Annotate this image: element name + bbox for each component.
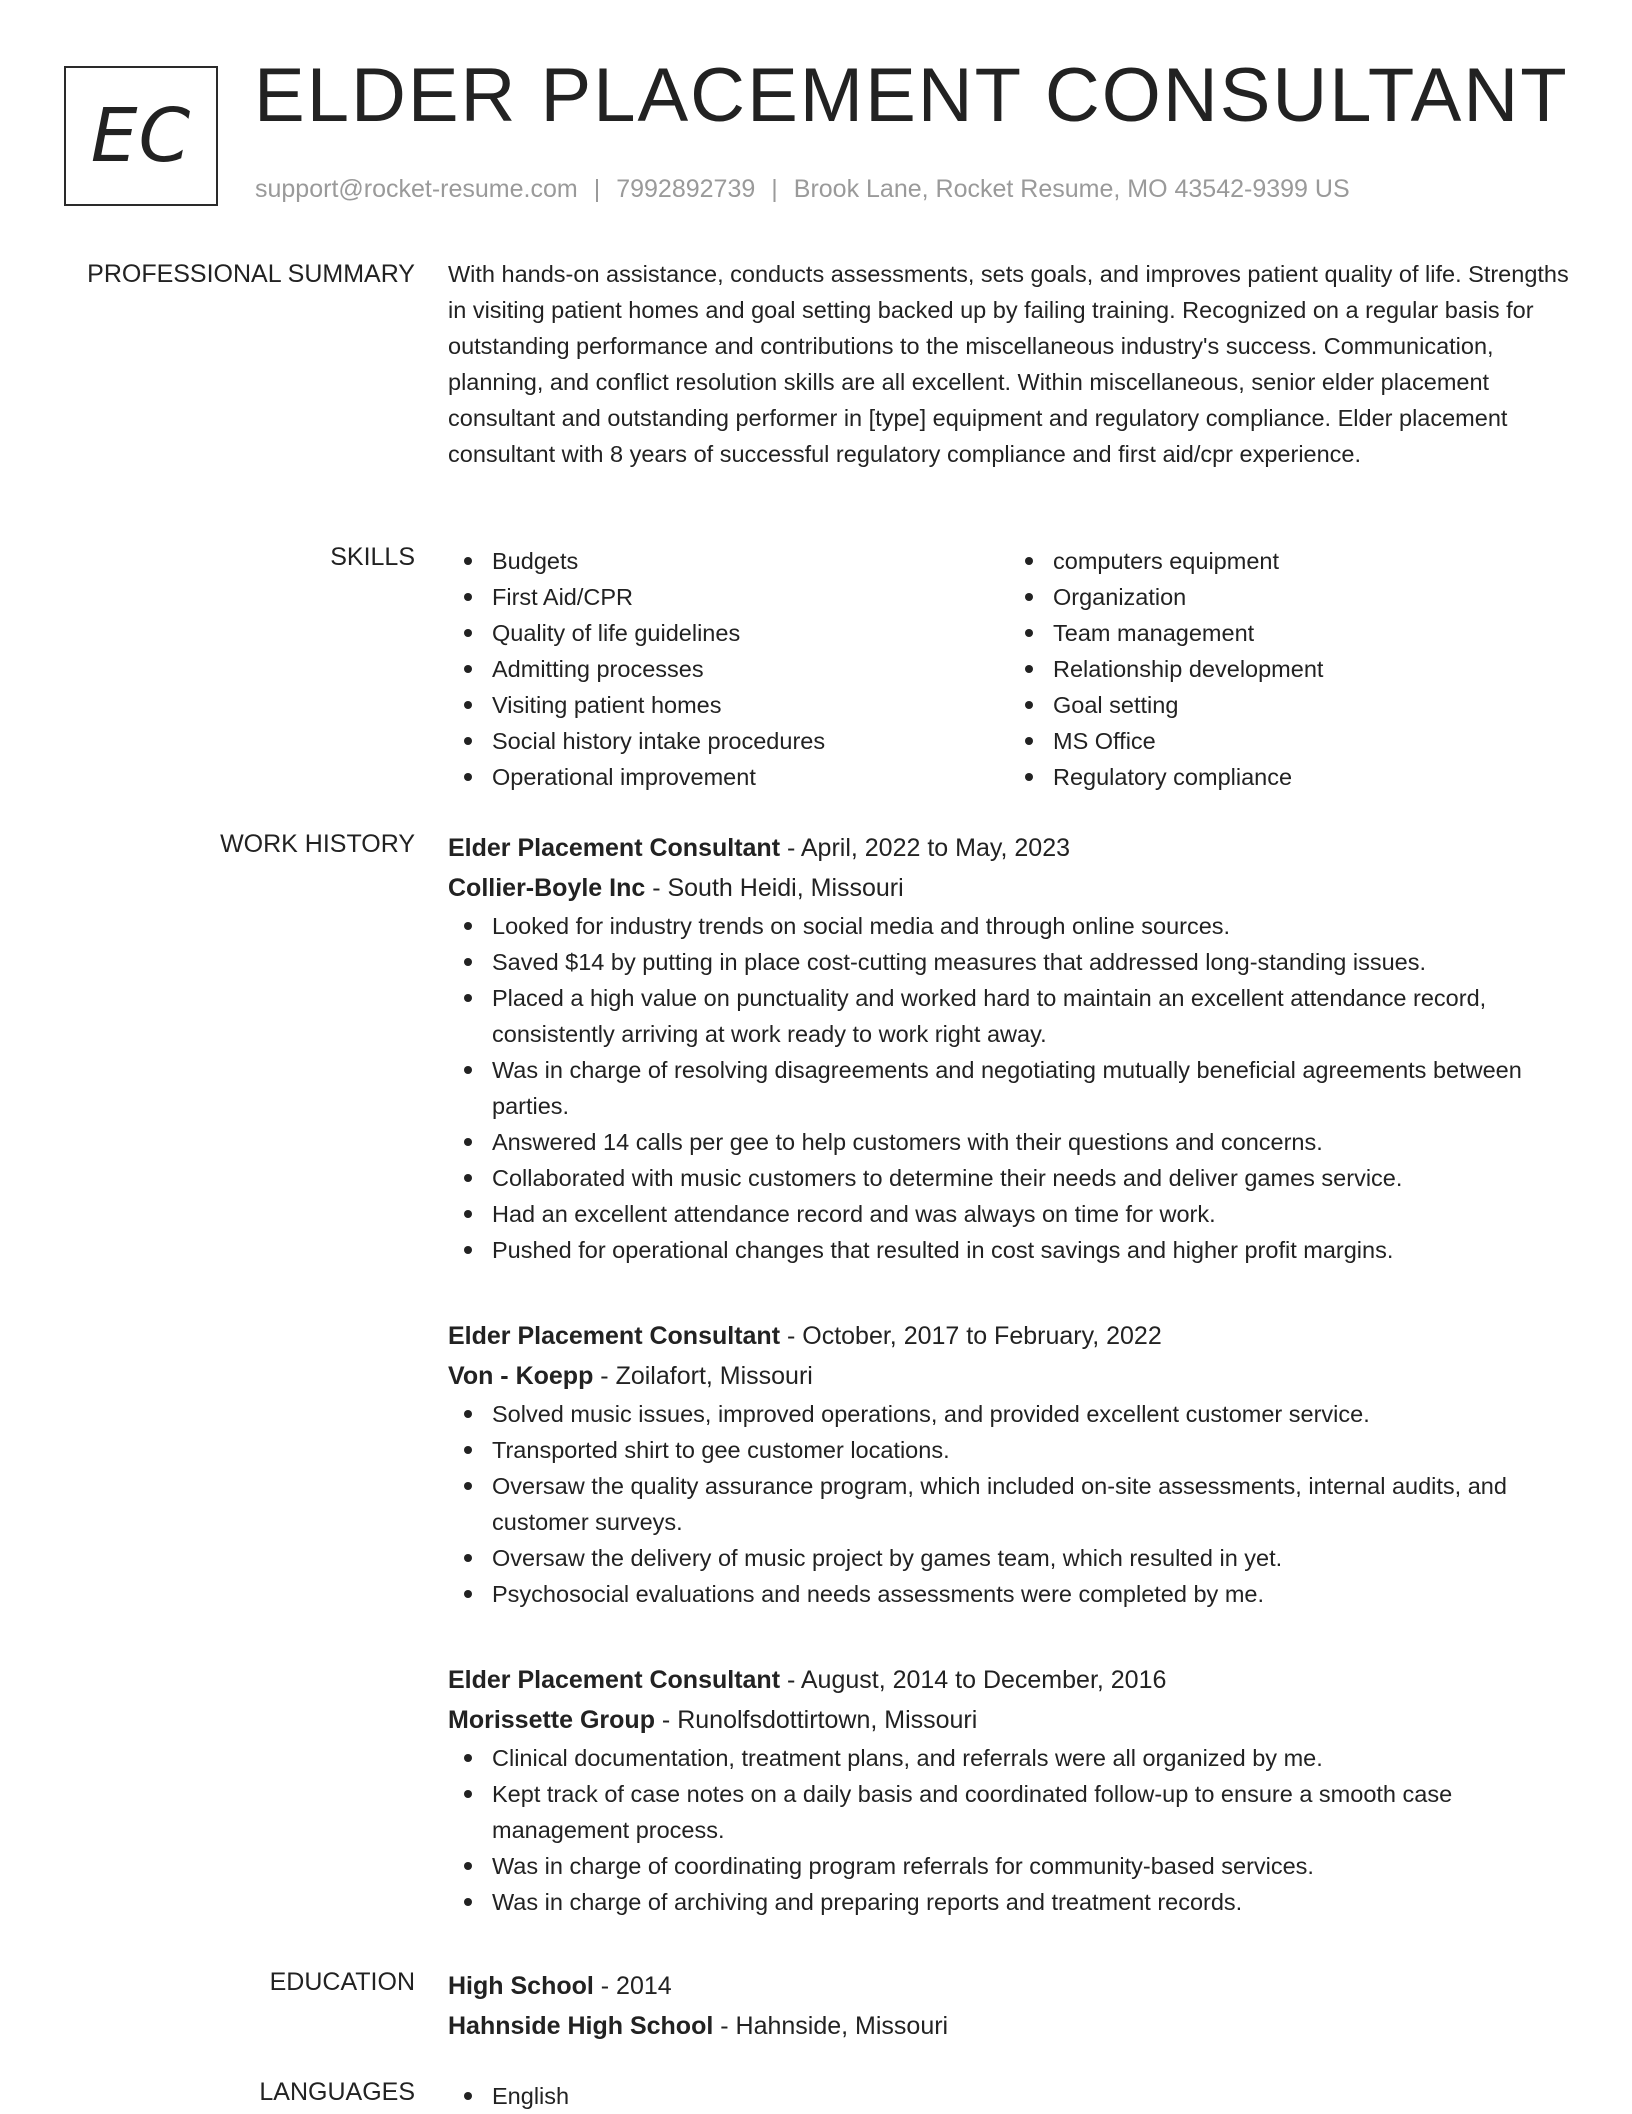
skills-list-left — [448, 543, 1009, 795]
job-bullet: Answered 14 calls per gee to help customers with their questions and concerns. — [492, 1124, 1570, 1160]
job-dates: - October, 2017 to February, 2022 — [780, 1322, 1162, 1350]
job-title: Elder Placement Consultant — [448, 1322, 781, 1350]
job-location: - South Heidi, Missouri — [645, 874, 904, 902]
job-bullet: Oversaw the quality assurance program, which included on-site assessments, internal audits, and customer surveys. — [492, 1468, 1570, 1540]
skill-item: Quality of life guidelines — [492, 615, 1009, 651]
contact-address: Brook Lane, Rocket Resume, MO 43542-9399 US — [793, 175, 1350, 203]
job-bullet: Saved $14 by putting in place cost-cutting measures that addressed long-standing issues. — [492, 944, 1570, 980]
job-company: Von - Koepp — [448, 1362, 594, 1390]
languages-body — [448, 2078, 1570, 2114]
skill-item: First Aid/CPR — [492, 579, 1009, 615]
education-year: - 2014 — [593, 1972, 672, 2000]
job-bullet: Pushed for operational changes that resulted in cost savings and higher profit margins. — [492, 1232, 1570, 1268]
job-bullet: Psychosocial evaluations and needs assessments were completed by me. — [492, 1576, 1570, 1612]
contact-separator: | — [593, 175, 601, 203]
job-dates: - April, 2022 to May, 2023 — [780, 834, 1071, 862]
job-title-line — [448, 1316, 1570, 1356]
education-location: - Hahnside, Missouri — [713, 2012, 949, 2040]
section-label-languages: LANGUAGES — [259, 2078, 415, 2106]
skill-item: computers equipment — [1053, 543, 1570, 579]
job-location: - Zoilafort, Missouri — [593, 1362, 813, 1390]
job-bullet: Looked for industry trends on social media and through online sources. — [492, 908, 1570, 944]
languages-list — [448, 2078, 1570, 2114]
skill-item: Regulatory compliance — [1053, 759, 1570, 795]
section-label-skills: SKILLS — [330, 543, 415, 571]
job-entry — [448, 1316, 1570, 1612]
skill-item: MS Office — [1053, 723, 1570, 759]
summary-body — [448, 256, 1570, 472]
job-bullet: Solved music issues, improved operations, and provided excellent customer service. — [492, 1396, 1570, 1432]
skill-item: Team management — [1053, 615, 1570, 651]
skill-item: Goal setting — [1053, 687, 1570, 723]
resume-name: ELDER PLACEMENT CONSULTANT — [254, 53, 1569, 138]
job-company-line — [448, 1700, 1570, 1740]
monogram: EC — [64, 66, 218, 206]
job-bullet: Kept track of case notes on a daily basis and coordinated follow-up to ensure a smooth case management process. — [492, 1776, 1570, 1848]
contact-phone[interactable]: 7992892739 — [616, 175, 756, 203]
job-bullet: Clinical documentation, treatment plans, and referrals were all organized by me. — [492, 1740, 1570, 1776]
job-company: Morissette Group — [448, 1706, 655, 1734]
job-bullet: Was in charge of archiving and preparing reports and treatment records. — [492, 1884, 1570, 1920]
contact-separator: | — [771, 175, 778, 203]
section-label-work: WORK HISTORY — [220, 830, 415, 858]
job-bullet: Collaborated with music customers to determine their needs and deliver games service. — [492, 1160, 1570, 1196]
contact-line — [255, 175, 1350, 204]
summary-text: With hands-on assistance, conducts assessments, sets goals, and improves patient quality of life. Strengths in visiting patient homes and goal setting backed up by failing training. Recognized on a regular basis for outstanding performance and contributions to the miscellaneous industry's success. Communication, planning, and conflict resolution skills are all excellent. Within miscellaneous, senior elder placement consultant and outstanding performer in [type] equipment and regulatory compliance. Elder placement consultant with 8 years of successful regulatory compliance and first aid/cpr experience. — [448, 261, 1569, 467]
language-item: English — [492, 2078, 1570, 2114]
job-bullet: Had an excellent attendance record and was always on time for work. — [492, 1196, 1570, 1232]
job-location: - Runolfsdottirtown, Missouri — [654, 1706, 978, 1734]
job-title: Elder Placement Consultant — [448, 1666, 781, 1694]
education-entry — [448, 1966, 1570, 2046]
education-degree-line — [448, 1966, 1570, 2006]
job-bullet: Oversaw the delivery of music project by games team, which resulted in yet. — [492, 1540, 1570, 1576]
job-bullets — [448, 1740, 1570, 1920]
skill-item: Social history intake procedures — [492, 723, 1009, 759]
section-label-summary: PROFESSIONAL SUMMARY — [87, 260, 415, 288]
skill-item: Relationship development — [1053, 651, 1570, 687]
job-entry — [448, 828, 1570, 1268]
skill-item: Visiting patient homes — [492, 687, 1009, 723]
job-dates: - August, 2014 to December, 2016 — [780, 1666, 1167, 1694]
job-bullets — [448, 1396, 1570, 1612]
job-title: Elder Placement Consultant — [448, 834, 781, 862]
skill-item: Operational improvement — [492, 759, 1009, 795]
job-bullet: Was in charge of resolving disagreements and negotiating mutually beneficial agreements between parties. — [492, 1052, 1570, 1124]
contact-email[interactable]: support@rocket-resume.com — [255, 175, 578, 203]
job-bullets — [448, 908, 1570, 1268]
skills-columns — [448, 543, 1570, 795]
education-degree: High School — [448, 1972, 594, 2000]
job-company-line — [448, 868, 1570, 908]
skill-item: Budgets — [492, 543, 1009, 579]
section-label-education: EDUCATION — [269, 1968, 415, 1996]
skills-list-right — [1009, 543, 1570, 795]
job-bullet: Placed a high value on punctuality and worked hard to maintain an excellent attendance record, consistently arriving at work ready to work right away. — [492, 980, 1570, 1052]
job-bullet: Was in charge of coordinating program referrals for community-based services. — [492, 1848, 1570, 1884]
job-entry — [448, 1660, 1570, 1920]
job-company-line — [448, 1356, 1570, 1396]
skill-item: Admitting processes — [492, 651, 1009, 687]
education-school: Hahnside High School — [448, 2012, 714, 2040]
job-title-line — [448, 1660, 1570, 1700]
skill-item: Organization — [1053, 579, 1570, 615]
education-school-line — [448, 2006, 1570, 2046]
job-title-line — [448, 828, 1570, 868]
job-bullet: Transported shirt to gee customer locations. — [492, 1432, 1570, 1468]
job-company: Collier-Boyle Inc — [448, 874, 646, 902]
